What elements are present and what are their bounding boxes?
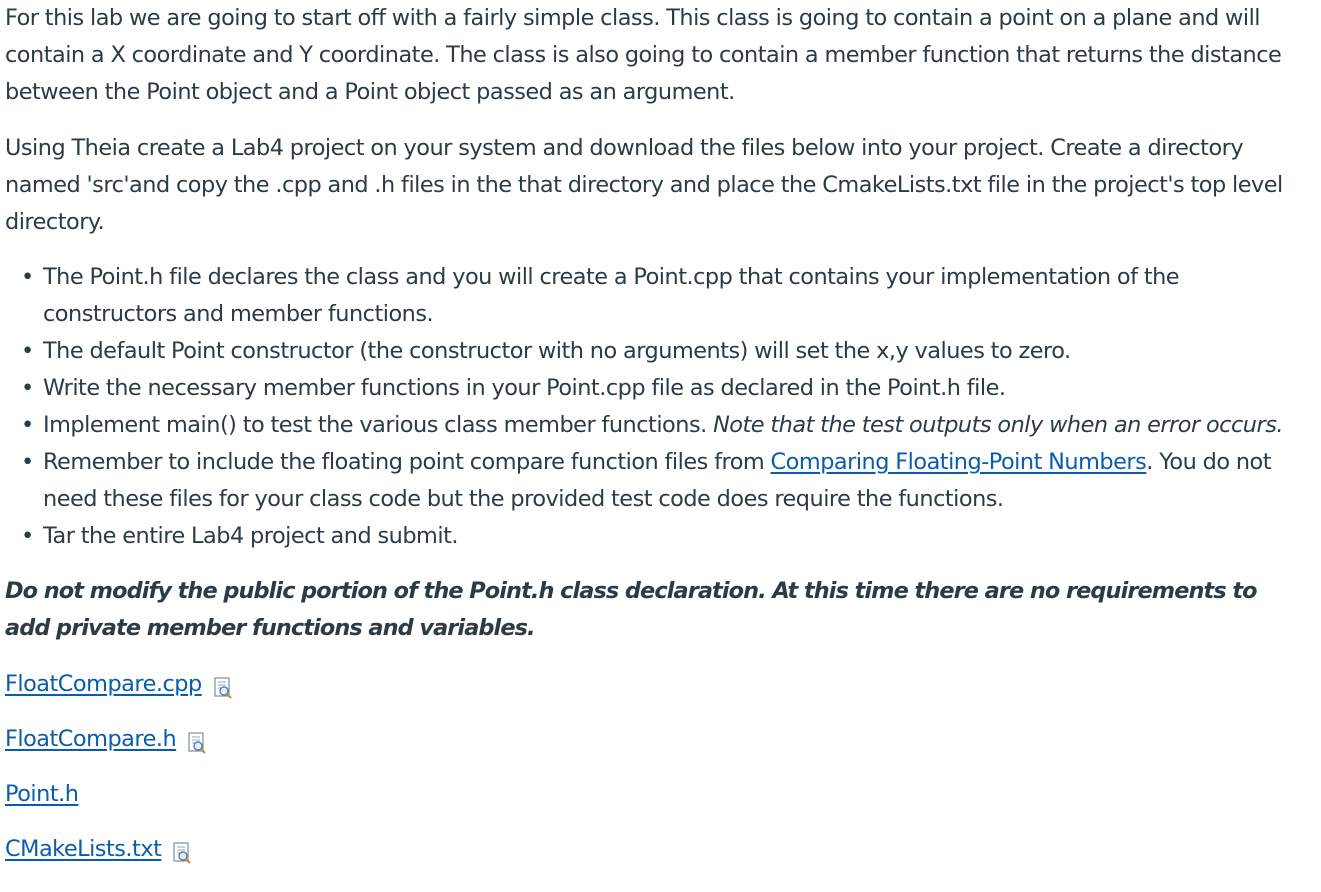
list-item [21, 370, 1293, 407]
file-row-cmakelists [5, 831, 1305, 868]
point-h-link[interactable]: Point.h [5, 781, 79, 807]
floatcompare-h-link[interactable]: FloatCompare.h [5, 726, 177, 752]
list-item-text: Tar the entire Lab4 project and submit. [43, 523, 458, 549]
list-item [21, 333, 1293, 370]
list-item [21, 259, 1293, 333]
bullet-icon: • [21, 375, 34, 401]
list-item-text: Remember to include the floating point compare function files from [43, 449, 771, 475]
bullet-icon: • [21, 264, 34, 290]
instructions-list [5, 259, 1305, 555]
document-preview-icon[interactable] [212, 675, 234, 699]
bullet-icon: • [21, 412, 34, 438]
comparing-floating-point-link[interactable]: Comparing Floating-Point Numbers [770, 449, 1147, 475]
file-row-point-h [5, 776, 1305, 813]
bullet-icon: • [21, 338, 34, 364]
list-item [21, 407, 1293, 444]
cmakelists-link[interactable]: CMakeLists.txt [5, 836, 162, 862]
intro-paragraph-2: Using Theia create a Lab4 project on your system and download the files below into your project. Create a directory named 'src'and copy the .cpp and .h files in the that directory and place the CmakeLists.txt file in the project's top level directory. [5, 135, 1283, 235]
important-note: Do not modify the public portion of the Point.h class declaration. At this time there are no requirements to add private member functions and variables. [5, 578, 1257, 641]
list-item [21, 518, 1293, 555]
floatcompare-cpp-link[interactable]: FloatCompare.cpp [5, 671, 202, 697]
list-item-text: Write the necessary member functions in your Point.cpp file as declared in the Point.h file. [43, 375, 1006, 401]
document-preview-icon[interactable] [186, 730, 208, 754]
file-row-floatcompare-cpp [5, 666, 1305, 703]
list-item-text: The Point.h file declares the class and you will create a Point.cpp that contains your implementation of the constructors and member functions. [43, 264, 1180, 327]
intro-paragraph-1: For this lab we are going to start off with a fairly simple class. This class is going to contain a point on a plane and will contain a X coordinate and Y coordinate. The class is also going to contain a member function that returns the distance between the Point object and a Point object passed as an argument. [5, 5, 1282, 105]
bullet-icon: • [21, 449, 34, 475]
list-item-italic-note: Note that the test outputs only when an error occurs. [713, 412, 1283, 438]
list-item-text-after: . You do not need these files for your class code but the provided test code does require the functions. [43, 449, 1272, 512]
file-row-floatcompare-h [5, 721, 1305, 758]
list-item-text: Implement main() to test the various class member functions. [43, 412, 714, 438]
bullet-icon: • [21, 523, 34, 549]
list-item [21, 444, 1293, 518]
list-item-text: The default Point constructor (the constructor with no arguments) will set the x,y values to zero. [43, 338, 1071, 364]
document-preview-icon[interactable] [171, 840, 193, 864]
